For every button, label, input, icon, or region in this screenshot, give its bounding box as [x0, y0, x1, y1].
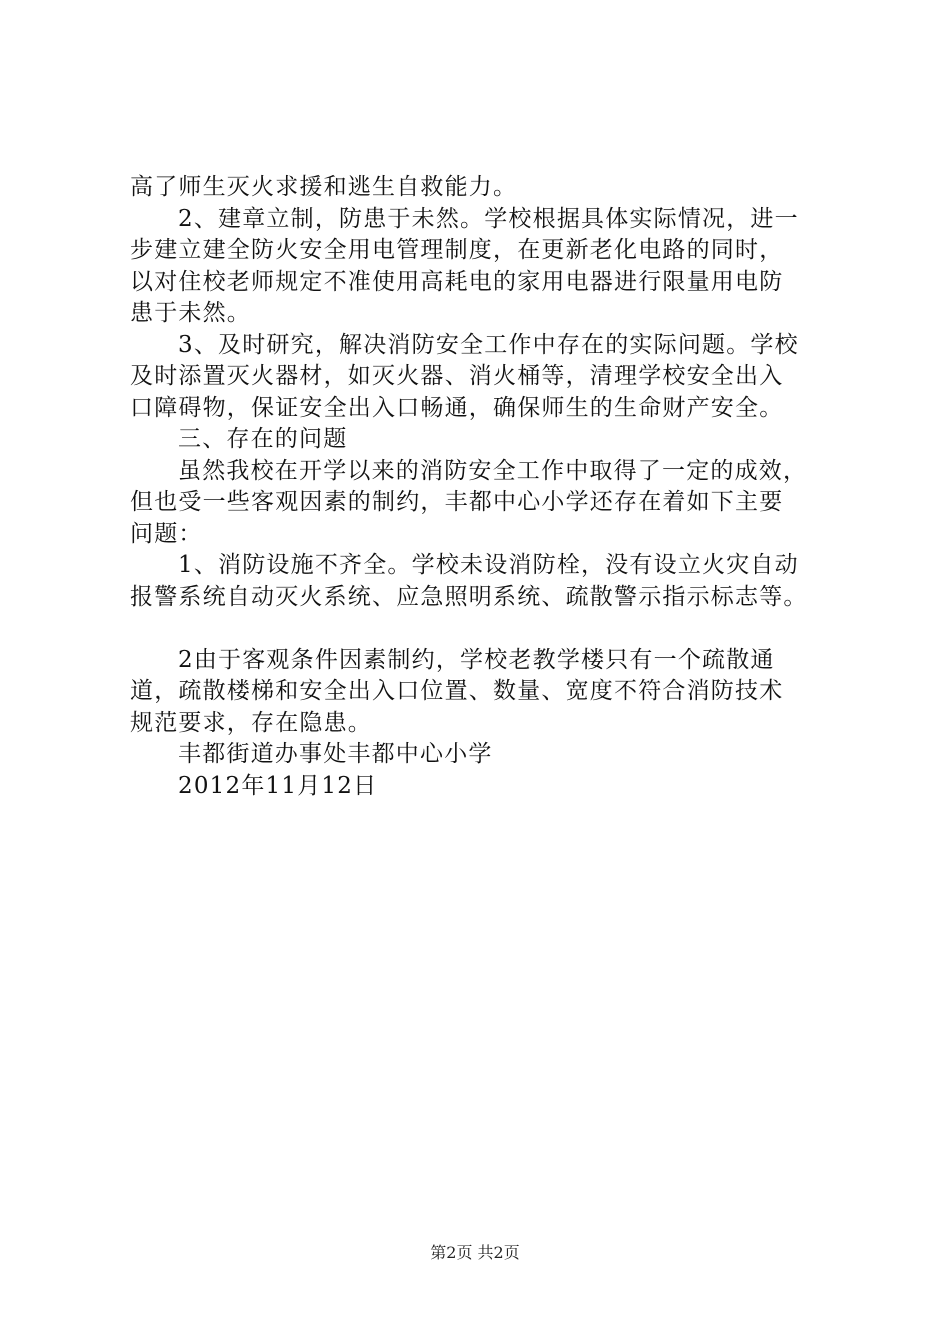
paragraph-line: 1、消防设施不齐全。学校未设消防栓，没有设立火灾自动	[178, 552, 799, 578]
paragraph-line: 但也受一些客观因素的制约，丰都中心小学还存在着如下主要	[130, 489, 784, 515]
paragraph-line: 道，疏散楼梯和安全出入口位置、数量、宽度不符合消防技术	[130, 678, 784, 704]
paragraph-line: 报警系统自动灭火系统、应急照明系统、疏散警示指示标志等。	[130, 583, 808, 610]
paragraph-line: 及时添置灭火器材，如灭火器、消火桶等，清理学校安全出入	[130, 363, 784, 389]
document-body	[130, 172, 850, 802]
paragraph-line: 口障碍物，保证安全出入口畅通，确保师生的生命财产安全。	[130, 394, 784, 421]
paragraph-line: 规范要求，存在隐患。	[130, 709, 372, 736]
section-heading: 三、存在的问题	[178, 426, 348, 452]
paragraph-line: 问题：	[130, 520, 203, 547]
paragraph-line: 步建立建全防火安全用电管理制度，在更新老化电路的同时，	[130, 237, 784, 263]
page-number-footer: 第2页 共2页	[430, 1243, 520, 1262]
paragraph-line: 2由于客观条件因素制约，学校老教学楼只有一个疏散通	[178, 646, 775, 673]
blank-line	[130, 613, 850, 645]
paragraph-line: 2、建章立制，防患于未然。学校根据具体实际情况，进一	[178, 205, 799, 232]
paragraph-line: 高了师生灭火求援和逃生自救能力。	[130, 174, 518, 200]
paragraph-line: 虽然我校在开学以来的消防安全工作中取得了一定的成效，	[178, 457, 808, 484]
signature-organization: 丰都街道办事处丰都中心小学	[178, 741, 493, 767]
signature-date: 2012年11月12日	[178, 772, 378, 799]
paragraph-line: 患于未然。	[130, 300, 251, 326]
paragraph-line: 以对住校老师规定不准使用高耗电的家用电器进行限量用电防	[130, 268, 784, 295]
paragraph-line: 3、及时研究，解决消防安全工作中存在的实际问题。学校	[178, 331, 799, 358]
